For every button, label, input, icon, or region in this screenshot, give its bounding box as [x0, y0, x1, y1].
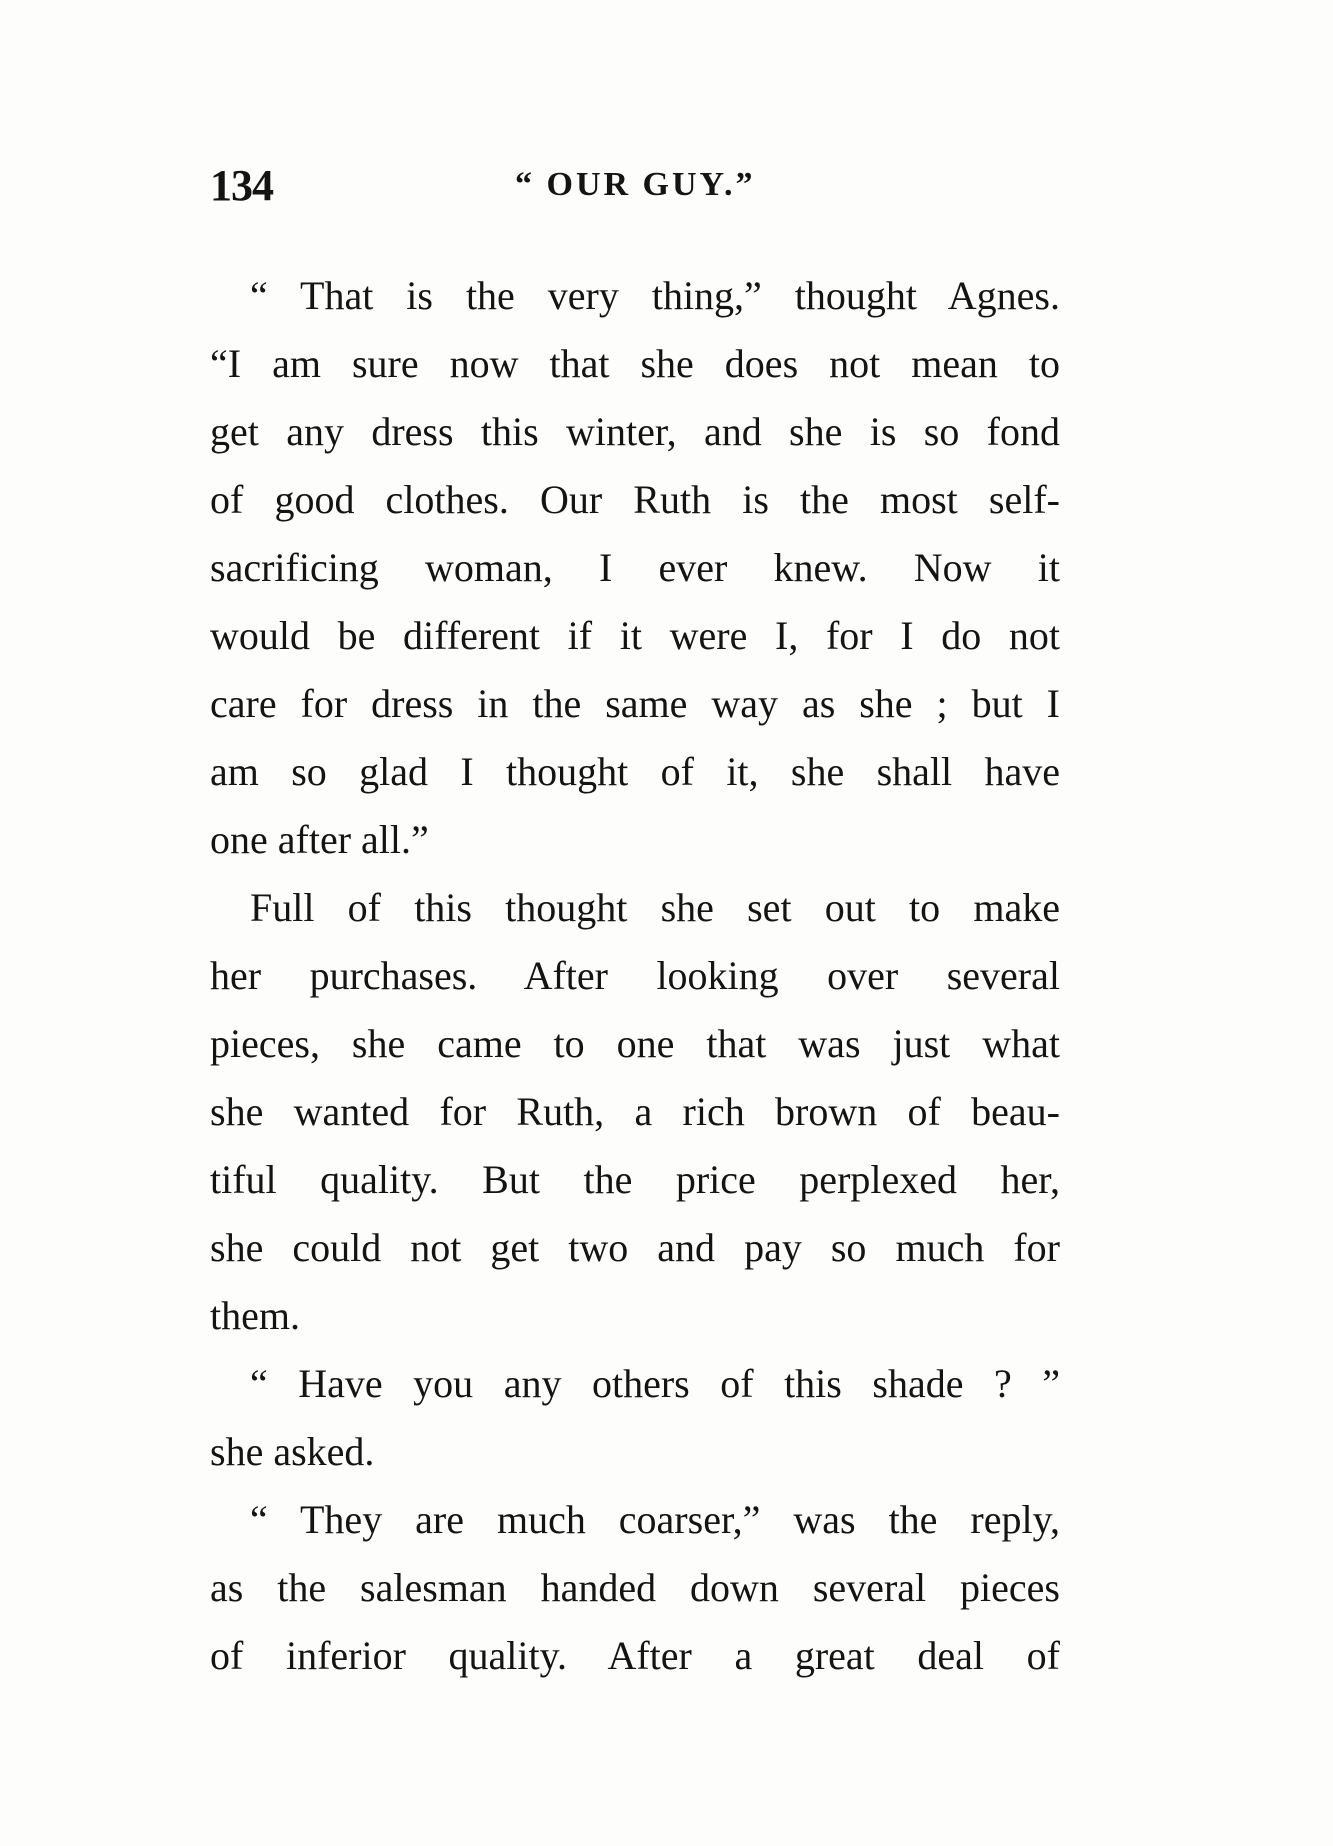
text-line: care for dress in the same way as she ; but I: [210, 681, 1060, 726]
running-head: “ OUR GUY.”: [515, 166, 756, 203]
paragraph: [210, 262, 1060, 874]
text-line: get any dress this winter, and she is so fond: [210, 409, 1060, 454]
text-line: her purchases. After looking over several: [210, 953, 1060, 998]
paragraph: [210, 874, 1060, 1350]
text-line: tiful quality. But the price perplexed her,: [210, 1157, 1060, 1202]
body-text: [210, 262, 1060, 1690]
text-line: “ Have you any others of this shade ? ”: [250, 1361, 1060, 1406]
text-line: one after all.”: [210, 817, 429, 862]
paragraph: [210, 1350, 1060, 1486]
text-line: “I am sure now that she does not mean to: [210, 341, 1060, 386]
text-line: “ They are much coarser,” was the reply,: [250, 1497, 1060, 1542]
paragraph: [210, 1486, 1060, 1690]
text-line: would be different if it were I, for I do not: [210, 613, 1060, 658]
text-line: am so glad I thought of it, she shall have: [210, 749, 1060, 794]
page-header: [210, 160, 1060, 220]
text-line: she asked.: [210, 1429, 375, 1474]
text-line: sacrificing woman, I ever knew. Now it: [210, 545, 1060, 590]
text-line: pieces, she came to one that was just what: [210, 1021, 1060, 1066]
text-line: “ That is the very thing,” thought Agnes.: [250, 273, 1060, 318]
text-line: as the salesman handed down several pieces: [210, 1565, 1060, 1610]
text-line: of inferior quality. After a great deal of: [210, 1633, 1060, 1678]
text-line: them.: [210, 1293, 300, 1338]
text-line: she wanted for Ruth, a rich brown of beau-: [210, 1089, 1060, 1134]
text-line: she could not get two and pay so much for: [210, 1225, 1060, 1270]
text-line: Full of this thought she set out to make: [250, 885, 1060, 930]
text-line: of good clothes. Our Ruth is the most self-: [210, 477, 1060, 522]
page-number: 134: [210, 161, 273, 210]
